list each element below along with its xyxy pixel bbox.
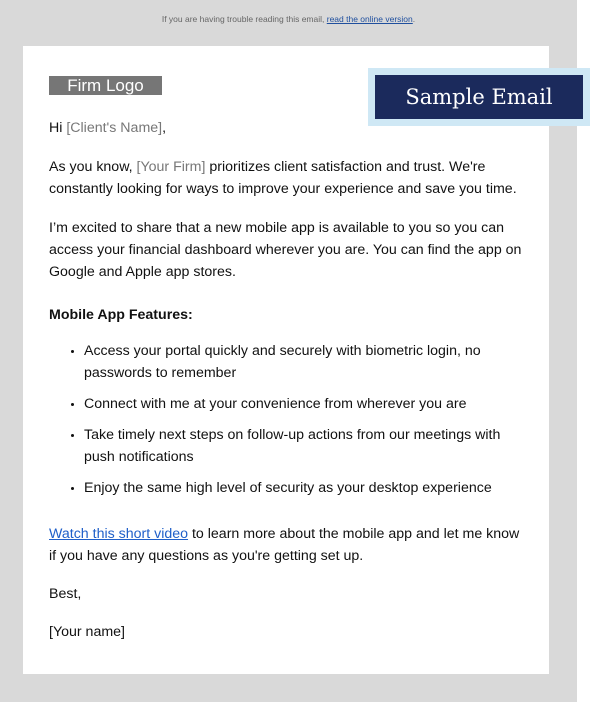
intro-start: As you know,	[49, 159, 137, 175]
signature-placeholder: [Your name]	[49, 624, 125, 640]
intro-rest: prioritizes client satisfaction and trust. We're constantly looking for ways to improve your experience and save you time.	[49, 159, 517, 197]
greeting	[49, 117, 527, 139]
preheader-end: .	[412, 14, 416, 24]
announcement-paragraph: I’m excited to share that a new mobile app is available to you so you can access your financial dashboard wherever you are. You can find the app on Google and Apple app stores.	[49, 220, 522, 280]
features-heading: Mobile App Features:	[49, 307, 193, 323]
greeting-hi: Hi	[49, 120, 67, 136]
preheader	[0, 14, 577, 24]
intro-paragraph	[49, 156, 527, 200]
firm-logo: Firm Logo	[49, 76, 162, 95]
closing-rest: to learn more about the mobile app and let me know if you have any questions as you're getting set up.	[49, 526, 520, 564]
feature-item: • Take timely next steps on follow-up actions from our meetings with push notifications	[84, 424, 527, 468]
closing-paragraph	[49, 523, 527, 567]
firm-placeholder: [Your Firm]	[136, 159, 206, 175]
sample-email-label: Sample Email	[375, 75, 583, 119]
preheader-text: If you are having trouble reading this email,	[161, 14, 327, 24]
feature-item: • Enjoy the same high level of security as your desktop experience	[84, 477, 527, 499]
features-list	[49, 340, 527, 499]
greeting-comma: ,	[162, 120, 167, 136]
feature-item: • Connect with me at your convenience from wherever you are	[84, 393, 527, 415]
client-name-placeholder: [Client's Name]	[66, 120, 163, 136]
feature-item: • Access your portal quickly and securely with biometric login, no passwords to remember	[84, 340, 527, 384]
signoff: Best,	[49, 586, 82, 602]
online-version-link[interactable]: read the online version	[326, 14, 413, 24]
email-body	[49, 114, 527, 643]
watch-video-link[interactable]: Watch this short video	[49, 526, 189, 542]
